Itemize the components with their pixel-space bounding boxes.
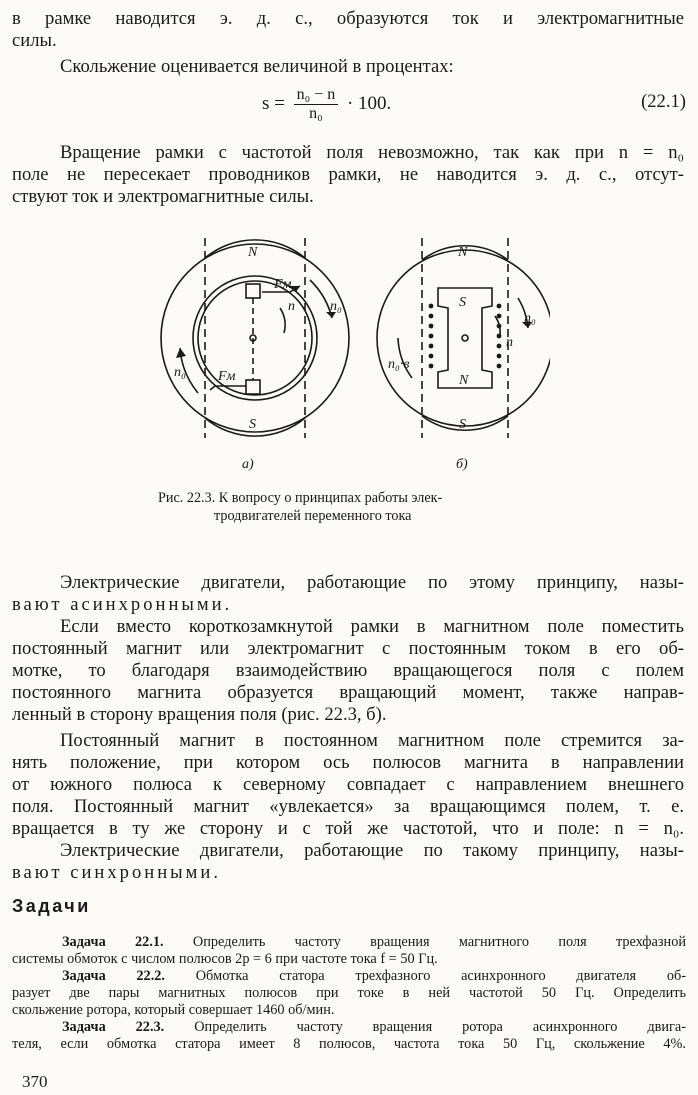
label-S: S bbox=[459, 417, 466, 432]
text-line: поля. Постоянный магнит «увлекается» за вращающимся полем, т. е. bbox=[12, 796, 684, 817]
text-line: Электрические двигатели, работающие по такому принципу, назы- bbox=[60, 840, 684, 861]
label-n0b: n₀·в bbox=[388, 357, 410, 372]
coil-dot bbox=[497, 364, 502, 369]
conductor-box bbox=[246, 284, 260, 298]
formula-numerator: n₀ − n bbox=[294, 86, 339, 105]
label-Fm: Fм bbox=[218, 369, 236, 384]
label-Fm: Fм bbox=[274, 277, 292, 292]
task-line: разует две пары магнитных полюсов при токе в ней частотой 50 Гц. Определить bbox=[12, 985, 686, 1001]
text-line: силы. bbox=[12, 30, 57, 51]
center-dot bbox=[462, 335, 468, 341]
text-line: Скольжение оценивается величиной в процентах: bbox=[60, 56, 454, 77]
page-number: 370 bbox=[22, 1072, 48, 1091]
text-line: Постоянный магнит в постоянном магнитном поле стремится за- bbox=[60, 730, 684, 751]
text-line: Если вместо короткозамкнутой рамки в магнитном поле поместить bbox=[60, 616, 684, 637]
text-line: ствуют ток и электромагнитные силы. bbox=[12, 186, 314, 207]
task-text: Обмотка статора трехфазного асинхронного двигателя об- bbox=[165, 968, 686, 984]
label-S: S bbox=[459, 295, 466, 310]
coil-dot bbox=[497, 344, 502, 349]
task-text: Определить частоту вращения ротора асинхронного двига- bbox=[164, 1019, 686, 1035]
text-line: вают асинхронными. bbox=[12, 594, 233, 615]
coil-dot bbox=[497, 324, 502, 329]
formula-denominator: n₀ bbox=[309, 105, 323, 122]
task-line bbox=[62, 1019, 686, 1036]
task-line: скольжение ротора, который совершает 1460 об/мин. bbox=[12, 1002, 335, 1018]
task-text: Определить частоту вращения магнитного поля трехфазной bbox=[163, 934, 687, 950]
coil-dot bbox=[497, 334, 502, 339]
section-heading: Задачи bbox=[12, 896, 91, 916]
label-b: б) bbox=[456, 457, 468, 472]
text-line: в рамке наводится э. д. с., образуются ток и электромагнитные bbox=[12, 8, 684, 29]
coil-dot bbox=[429, 364, 434, 369]
task-line bbox=[62, 968, 686, 985]
text-line: поле не пересекает проводников рамки, не наводится э. д. с., отсут- bbox=[12, 164, 684, 185]
formula-rhs: · 100. bbox=[346, 92, 392, 114]
formula-lhs: s = bbox=[262, 92, 285, 114]
conductor-box bbox=[246, 380, 260, 394]
label-n: n bbox=[506, 335, 513, 350]
task-line: теля, если обмотка статора имеет 8 полюсов, частота тока 50 Гц, скольжение 4%. bbox=[12, 1036, 686, 1052]
equation-number: (22.1) bbox=[641, 91, 686, 112]
text-line: нять положение, при котором ось полюсов магнита в направлении bbox=[12, 752, 684, 773]
task-line: системы обмоток с числом полюсов 2p = 6 при частоте тока f = 50 Гц. bbox=[12, 951, 438, 967]
coil-dot bbox=[429, 314, 434, 319]
text-line: вают синхронными. bbox=[12, 862, 222, 883]
formula-fraction bbox=[294, 86, 339, 123]
label-n0: n₀ bbox=[330, 299, 342, 314]
figure-caption-line: Рис. 22.3. К вопросу о принципах работы элек- bbox=[158, 490, 443, 506]
arrow-head bbox=[176, 348, 186, 358]
coil-dot bbox=[429, 344, 434, 349]
task-label: Задача 22.2. bbox=[62, 968, 166, 984]
task-label: Задача 22.1. bbox=[62, 934, 164, 950]
label-n0: n₀ bbox=[524, 311, 536, 326]
coil-dot bbox=[429, 304, 434, 309]
text-line: ленный в сторону вращения поля (рис. 22.3, б). bbox=[12, 704, 387, 725]
label-N: N bbox=[248, 245, 258, 260]
task-label: Задача 22.3. bbox=[62, 1019, 165, 1035]
label-N: N bbox=[458, 245, 468, 260]
text-line: Электрические двигатели, работающие по этому принципу, назы- bbox=[60, 572, 684, 593]
figure-caption-line: тродвигателей переменного тока bbox=[214, 508, 412, 524]
rotation-arrow-n bbox=[280, 308, 285, 333]
label-a: а) bbox=[242, 457, 254, 472]
task-line bbox=[62, 934, 686, 951]
coil-dot bbox=[429, 334, 434, 339]
text-line: постоянный магнит или электромагнит с постоянным током в его об- bbox=[12, 638, 684, 659]
formula-22-1 bbox=[262, 86, 391, 123]
coil-dot bbox=[497, 304, 502, 309]
text-line: постоянного магнита образуется вращающий момент, также направ- bbox=[12, 682, 684, 703]
stator-outer-ring bbox=[377, 250, 550, 426]
stator-outer-ring bbox=[161, 244, 349, 432]
label-n: n bbox=[288, 299, 295, 314]
coil-dot bbox=[429, 354, 434, 359]
text-line: Вращение рамки с частотой поля невозможно, так как при n = n₀ bbox=[60, 142, 684, 163]
coil-dot bbox=[497, 314, 502, 319]
label-N: N bbox=[459, 373, 469, 388]
text-line: вращается в ту же сторону и с той же частотой, что и поле: n = n₀. bbox=[12, 818, 684, 839]
text-line: от южного полюса к северному совпадает с направлением внешнего bbox=[12, 774, 684, 795]
label-n0: n₀ bbox=[174, 365, 186, 380]
coil-dot bbox=[429, 324, 434, 329]
text-line: мотке, то благодаря взаимодействию вращающегося поля с полем bbox=[12, 660, 684, 681]
label-S: S bbox=[249, 417, 256, 432]
rotor-circle bbox=[193, 276, 317, 400]
coil-dot bbox=[497, 354, 502, 359]
